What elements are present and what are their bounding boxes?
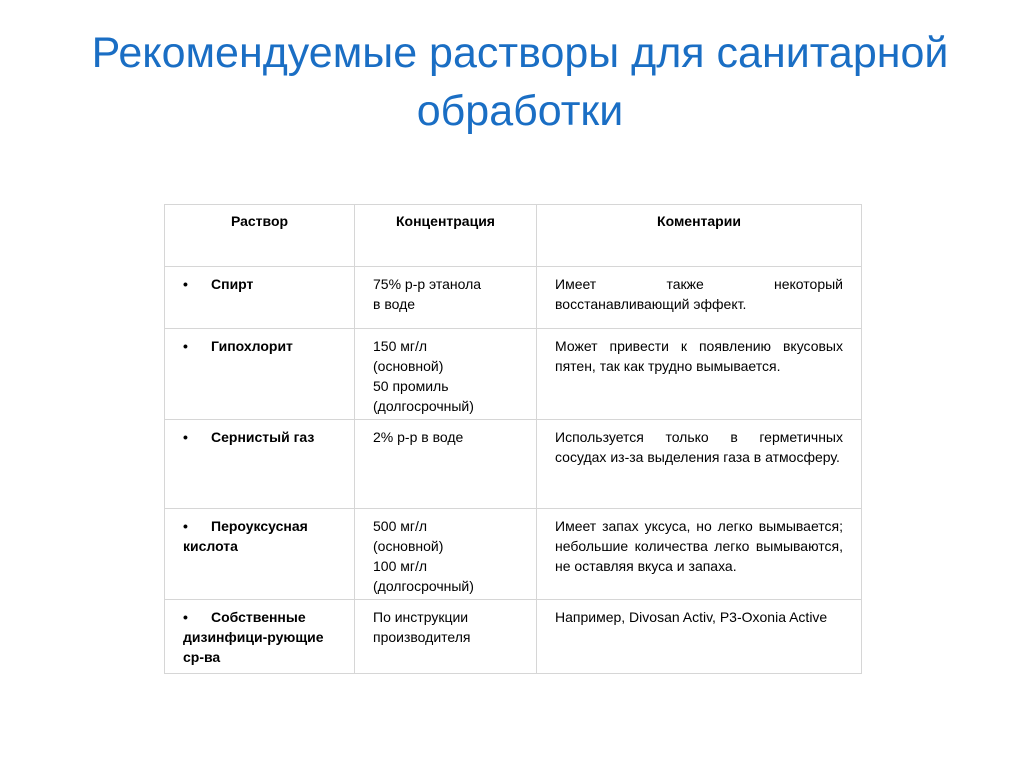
bullet: • [183, 276, 188, 292]
title-line-1: Рекомендуемые растворы для санитарной [91, 29, 949, 77]
concentration-cell [355, 600, 537, 674]
comment-cell: Имеет запах уксуса, но легко вымывается; небольшие количества легко вымываются, не оставляя вкуса и запаха. [537, 509, 862, 600]
header-solution: Раствор [165, 205, 355, 267]
concentration-line: 500 мг/л [373, 518, 428, 534]
bullet: • [183, 429, 188, 445]
concentration-line: 2% р-р в воде [373, 429, 464, 445]
concentration-line: 75% р-р этанола [373, 276, 482, 292]
title-line-2: обработки [416, 87, 624, 135]
solution-name: Пероуксусная кислота [183, 518, 308, 554]
concentration-cell [355, 509, 537, 600]
table-header-row [165, 205, 862, 267]
solution-name: Гипохлорит [211, 338, 293, 354]
table-row [165, 329, 862, 420]
solution-name: Спирт [211, 276, 254, 292]
concentration-cell [355, 267, 537, 329]
solution-name-cell [165, 329, 355, 420]
comment-cell: Используется только в герметичных сосудах из-за выделения газа в атмосферу. [537, 420, 862, 509]
concentration-line: (основной) [373, 358, 444, 374]
bullet: • [183, 338, 188, 354]
comment-cell: Может привести к появлению вкусовых пятен, так как трудно вымывается. [537, 329, 862, 420]
table-row [165, 600, 862, 674]
solution-name-cell [165, 420, 355, 509]
solutions-table [164, 204, 862, 674]
solution-name-cell [165, 267, 355, 329]
solution-name: Сернистый газ [211, 429, 315, 445]
concentration-line: (основной) [373, 538, 444, 554]
concentration-line: 100 мг/л [373, 558, 428, 574]
concentration-cell [355, 420, 537, 509]
concentration-line: (долгосрочный) [373, 578, 474, 594]
concentration-line: производителя [373, 629, 471, 645]
header-comments: Коментарии [537, 205, 862, 267]
table-row [165, 420, 862, 509]
header-concentration: Концентрация [355, 205, 537, 267]
bullet: • [183, 518, 188, 534]
solution-name-cell [165, 509, 355, 600]
bullet: • [183, 609, 188, 625]
solution-name: Собственные дизинфици-рующие ср-ва [183, 609, 324, 665]
comment-cell: Имеет также некоторый восстанавливающий эффект. [537, 267, 862, 329]
table-row [165, 267, 862, 329]
concentration-line: По инструкции [373, 609, 469, 625]
solution-name-cell [165, 600, 355, 674]
table-row [165, 509, 862, 600]
concentration-line: в воде [373, 296, 416, 312]
comment-cell: Например, Divosan Activ, P3-Oxonia Active [537, 600, 862, 674]
concentration-line: 150 мг/л [373, 338, 428, 354]
concentration-cell [355, 329, 537, 420]
concentration-line: 50 промиль [373, 378, 449, 394]
concentration-line: (долгосрочный) [373, 398, 474, 414]
slide-title [0, 24, 1024, 140]
